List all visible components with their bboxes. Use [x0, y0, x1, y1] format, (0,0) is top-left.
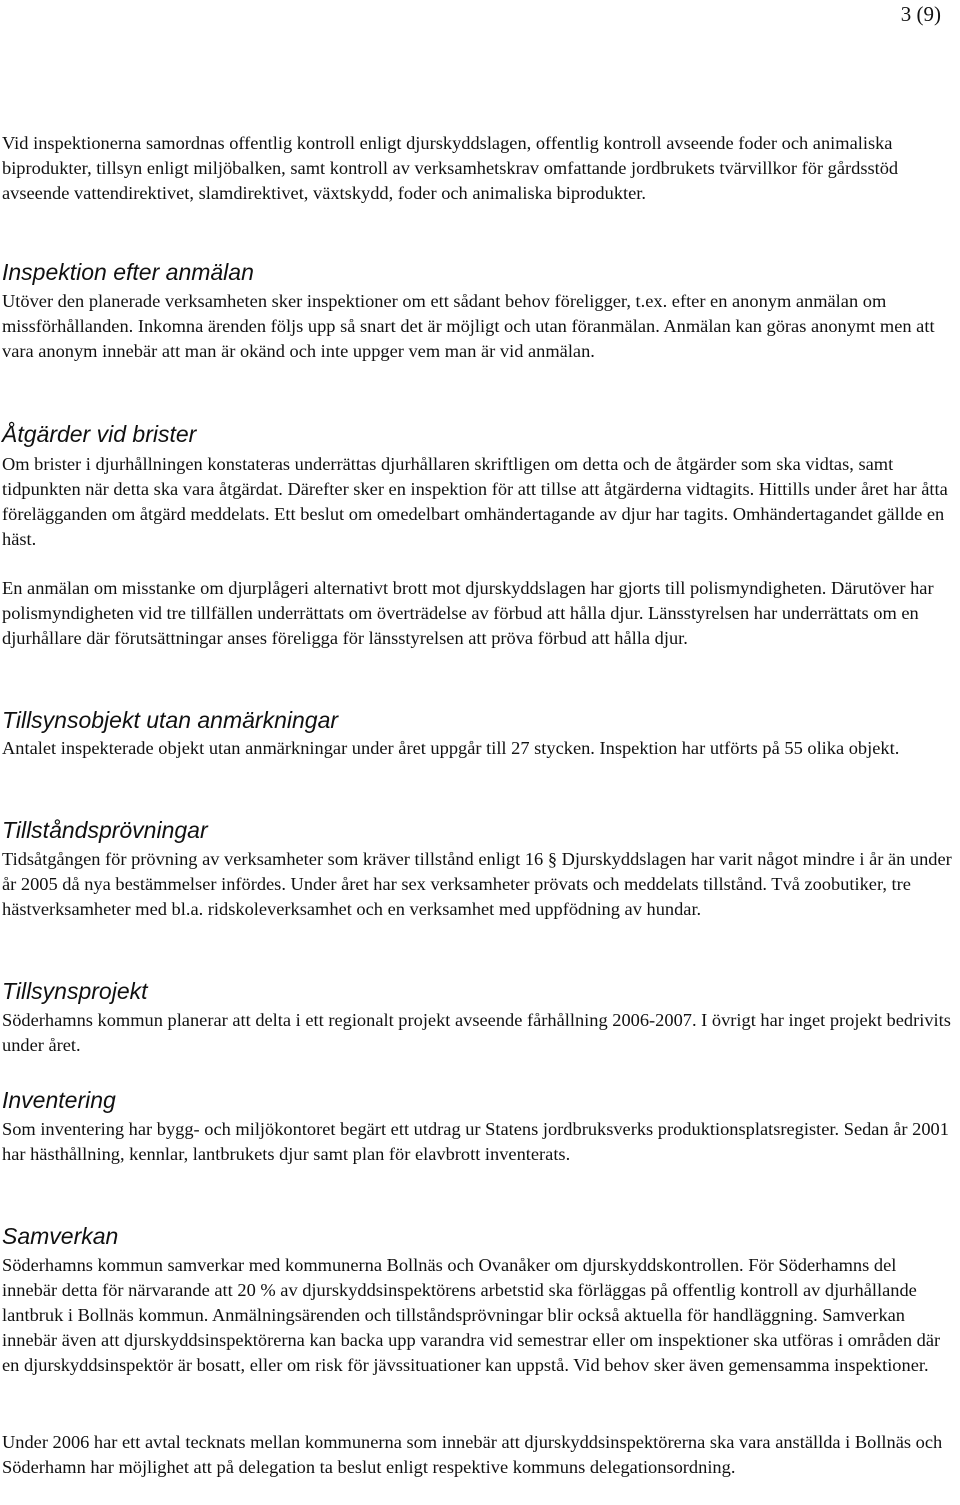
heading-tillsynsobjekt-utan-anmarkningar: Tillsynsobjekt utan anmärkningar	[2, 707, 339, 733]
paragraph-tillsynsobjekt-utan-anmarkningar: Antalet inspekterade objekt utan anmärkningar under året uppgår till 27 stycken. Inspektion har utförts på 55 olika objekt.	[2, 738, 900, 758]
intro-paragraph: Vid inspektionerna samordnas offentlig kontroll enligt djurskyddslagen, offentlig kontroll avseende foder och animaliska biprodukter, tillsyn enligt miljöbalken, samt kontroll av verksamhetskrav omfattande jordbrukets tvärvillkor för gårdsstöd avseende vattendirektivet, slamdirektivet, växtskydd, foder och animaliska biprodukter.	[2, 133, 899, 203]
heading-atgarder-vid-brister: Åtgärder vid brister	[2, 421, 197, 447]
heading-inventering: Inventering	[2, 1087, 116, 1113]
paragraph-atgarder-vid-brister-2: En anmälan om misstanke om djurplågeri alternativt brott mot djurskyddslagen har gjorts till polismyndigheten. Därutöver har polismyndigheten vid tre tillfällen underrättats om överträdelse av förbud att hålla djur. Länsstyrelsen har underrättats om en djurhållare där förutsättningar anses föreligga för länsstyrelsen att pröva förbud att hålla djur.	[2, 578, 934, 648]
paragraph-atgarder-vid-brister-1: Om brister i djurhållningen konstateras underrättas djurhållaren skriftligen om detta och de åtgärder som ska vidtas, samt tidpunkten när detta ska vara åtgärdat. Därefter sker en inspektion för att tillse att åtgärderna vidtagits. Hittills under året har åtta förelägganden om åtgärd meddelats. Ett beslut om omedelbart omhändertagande av djur har tagits. Omhändertagandet gällde en häst.	[2, 454, 948, 549]
paragraph-tillstandsprovningar: Tidsåtgången för prövning av verksamheter som kräver tillstånd enligt 16 § Djurskyddslagen har varit något mindre i år än under år 2005 då nya bestämmelser infördes. Under året har sex verksamheter prövats och meddelats tillstånd. Två zoobutiker, tre hästverksamheter med bl.a. ridskoleverksamhet och en verksamhet med uppfödning av hundar.	[2, 849, 952, 919]
page-number: 3 (9)	[900, 2, 941, 26]
paragraph-inspektion-efter-anmalan: Utöver den planerade verksamheten sker inspektioner om ett sådant behov föreligger, t.ex. efter en anonym anmälan om missförhållanden. Inkomna ärenden följs upp så snart det är möjligt och utan föranmälan. Anmälan kan göras anonymt men att vara anonym innebär att man är okänd och inte uppger vem man är vid anmälan.	[2, 291, 935, 361]
heading-inspektion-efter-anmalan: Inspektion efter anmälan	[2, 259, 254, 285]
paragraph-inventering: Som inventering har bygg- och miljökontoret begärt ett utdrag ur Statens jordbruksverks produktionsplatsregister. Sedan år 2001 har hästhållning, kennlar, lantbrukets djur samt plan för elavbrott inventerats.	[2, 1119, 949, 1164]
paragraph-samverkan-1: Söderhamns kommun samverkar med kommunerna Bollnäs och Ovanåker om djurskyddskontrollen. För Söderhamns del innebär detta för närvarande att 20 % av djurskyddsinspektörens arbetstid ska förläggas på offentlig kontroll av djurhållande lantbruk i Bollnäs kommun. Anmälningsärenden och tillståndsprövningar blir också aktuella för handläggning. Samverkan innebär även att djurskyddsinspektörerna kan backa upp varandra vid semestrar eller om inspektioner ska utföras i områden där en djurskyddsinspektör är bosatt, eller om risk för jävssituationer kan uppstå. Vid behov sker även gemensamma inspektioner.	[2, 1255, 941, 1375]
heading-tillstandsprovningar: Tillståndsprövningar	[2, 817, 208, 843]
paragraph-samverkan-2: Under 2006 har ett avtal tecknats mellan kommunerna som innebär att djurskyddsinspektörerna ska vara anställda i Bollnäs och Söderhamn har möjlighet att på delegation ta beslut enligt respektive kommuns delegationsordning.	[2, 1432, 943, 1477]
paragraph-tillsynsprojekt: Söderhamns kommun planerar att delta i ett regionalt projekt avseende fårhållning 2006-2007. I övrigt har inget projekt bedrivits under året.	[2, 1010, 951, 1055]
heading-tillsynsprojekt: Tillsynsprojekt	[2, 978, 148, 1004]
heading-samverkan: Samverkan	[2, 1223, 119, 1249]
